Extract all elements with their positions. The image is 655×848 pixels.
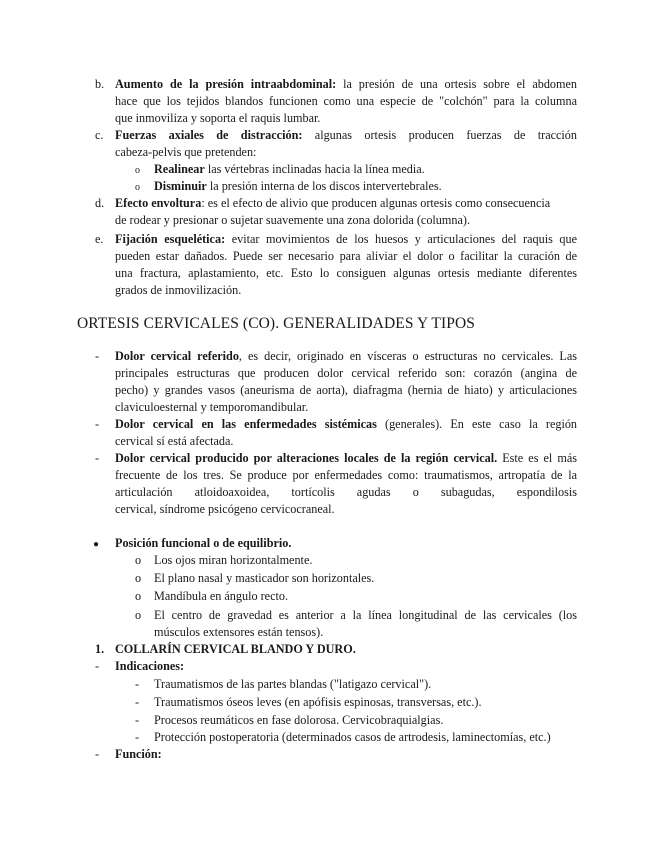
list-item-b-line-2: hace que los tejidos blandos funcionen como una especie de "colchón" para la columna (115, 94, 577, 108)
collar-title: COLLARÍN CERVICAL BLANDO Y DURO. (115, 642, 356, 656)
pain-item-1-line-1: Dolor cervical referido, es decir, originado en vísceras o estructuras no cervicales. Las (115, 349, 577, 363)
list-item-c-line-2: cabeza-pelvis que pretenden: (115, 145, 257, 159)
section-number: 1. (95, 642, 105, 656)
dash-marker: - (95, 349, 100, 363)
position-item: El plano nasal y masticador son horizontales. (154, 571, 375, 585)
dash-marker: - (135, 713, 140, 727)
list-item-b-line-3: que inmoviliza y soporta el raquis lumbar. (115, 111, 321, 125)
list-item-e-line-2: pueden estar dañados. Puede ser necesario para aliviar el dolor o facilitar la curación de (115, 249, 577, 263)
list-item-c-line-1: Fuerzas axiales de distracción: algunas ortesis producen fuerzas de tracción (115, 128, 577, 142)
sub-bullet-marker: o (135, 571, 142, 585)
dash-marker: - (95, 659, 100, 673)
pain-item-1-line-3: pecho) y grandes vasos (aneurisma de aorta), diafragma (hernia de hiato) y articulaciones (115, 383, 577, 397)
list-marker: c. (95, 128, 104, 142)
dash-marker: - (95, 747, 100, 761)
position-item: Los ojos miran horizontalmente. (154, 553, 313, 567)
sub-bullet-marker: o (135, 182, 140, 193)
function-label: Función: (115, 747, 162, 761)
sub-item-realinear: Realinear las vértebras inclinadas hacia la línea media. (154, 162, 425, 176)
term-bold: Dolor cervical referido (115, 349, 239, 363)
term-bold: Dolor cervical producido por alteraciones locales de la región cervical. (115, 451, 498, 465)
section-heading: ORTESIS CERVICALES (CO). GENERALIDADES Y TIPOS (77, 315, 475, 332)
list-item-b-line-1: Aumento de la presión intraabdominal: la presión de una ortesis sobre el abdomen (115, 77, 578, 91)
sub-bullet-marker: o (135, 608, 142, 622)
list-item-d-line-2: de rodear y presionar o sujetar suavemente una zona dolorida (columna). (115, 213, 470, 227)
pain-item-3-line-1: Dolor cervical producido por alteraciones locales de la región cervical. Este es el más (115, 451, 577, 465)
position-item: Mandíbula en ángulo recto. (154, 589, 289, 603)
position-item-continuation: músculos extensores están tensos). (154, 625, 324, 639)
list-marker: e. (95, 232, 104, 246)
list-item-e-line-3: una fractura, aplastamiento, etc. Esto lo consiguen algunas ortesis mediante diferentes (115, 266, 577, 280)
dash-marker: - (135, 677, 140, 691)
position-item: El centro de gravedad es anterior a la línea longitudinal de las cervicales (los (154, 608, 577, 622)
indication-item: Protección postoperatoria (determinados casos de artrodesis, laminectomías, etc.) (154, 730, 551, 744)
sub-bullet-marker: o (135, 589, 142, 603)
term-bold: Efecto envoltura (115, 196, 202, 210)
list-marker: d. (95, 196, 105, 210)
pain-item-1-line-4: claviculoesternal y temporomandibular. (115, 400, 309, 414)
indications-label: Indicaciones: (115, 659, 185, 673)
dash-marker: - (95, 451, 100, 465)
dash-marker: - (135, 730, 140, 744)
term-bold: Fuerzas axiales de distracción: (115, 128, 303, 142)
indication-item: Procesos reumáticos en fase dolorosa. Cervicobraquialgias. (154, 713, 444, 727)
pain-item-1-line-2: principales estructuras que producen dolor cervical referido son: corazón (angina de (115, 366, 577, 380)
indication-item: Traumatismos de las partes blandas ("latigazo cervical"). (154, 677, 432, 691)
dash-marker: - (95, 417, 100, 431)
pain-item-2-line-1: Dolor cervical en las enfermedades sistémicas (generales). En este caso la región (115, 417, 578, 431)
pain-item-3-line-3: articulación atloidoaxoidea, tortícolis agudas o subagudas, espondilosis (115, 485, 577, 499)
dash-marker: - (135, 695, 140, 709)
sub-item-disminuir: Disminuir la presión interna de los discos intervertebrales. (154, 179, 442, 193)
pain-item-3-line-4: cervical, síndrome psicógeno cervicocraneal. (115, 502, 335, 516)
list-marker: b. (95, 77, 105, 91)
pain-item-3-line-2: frecuente de los tres. Se produce por enfermedades como: traumatismos, artropatía de la (115, 468, 577, 482)
term-bold: Fijación esquelética: (115, 232, 226, 246)
list-item-e-line-4: grados de inmovilización. (115, 283, 242, 297)
position-title: Posición funcional o de equilibrio. (115, 536, 292, 550)
pain-item-2-line-2: cervical sí está afectada. (115, 434, 234, 448)
indication-item: Traumatismos óseos leves (en apófisis espinosas, transversas, etc.). (154, 695, 482, 709)
list-item-e-line-1: Fijación esquelética: evitar movimientos de los huesos y articulaciones del raquis que (115, 232, 577, 246)
term-bold: Dolor cervical en las enfermedades sistémicas (115, 417, 377, 431)
sub-bullet-marker: o (135, 553, 142, 567)
term-bold: Aumento de la presión intraabdominal: (115, 77, 337, 91)
list-item-d-line-1: Efecto envoltura: es el efecto de alivio que producen algunas ortesis como consecuencia (115, 196, 551, 210)
bullet-icon: ● (93, 539, 100, 550)
sub-bullet-marker: o (135, 165, 140, 176)
